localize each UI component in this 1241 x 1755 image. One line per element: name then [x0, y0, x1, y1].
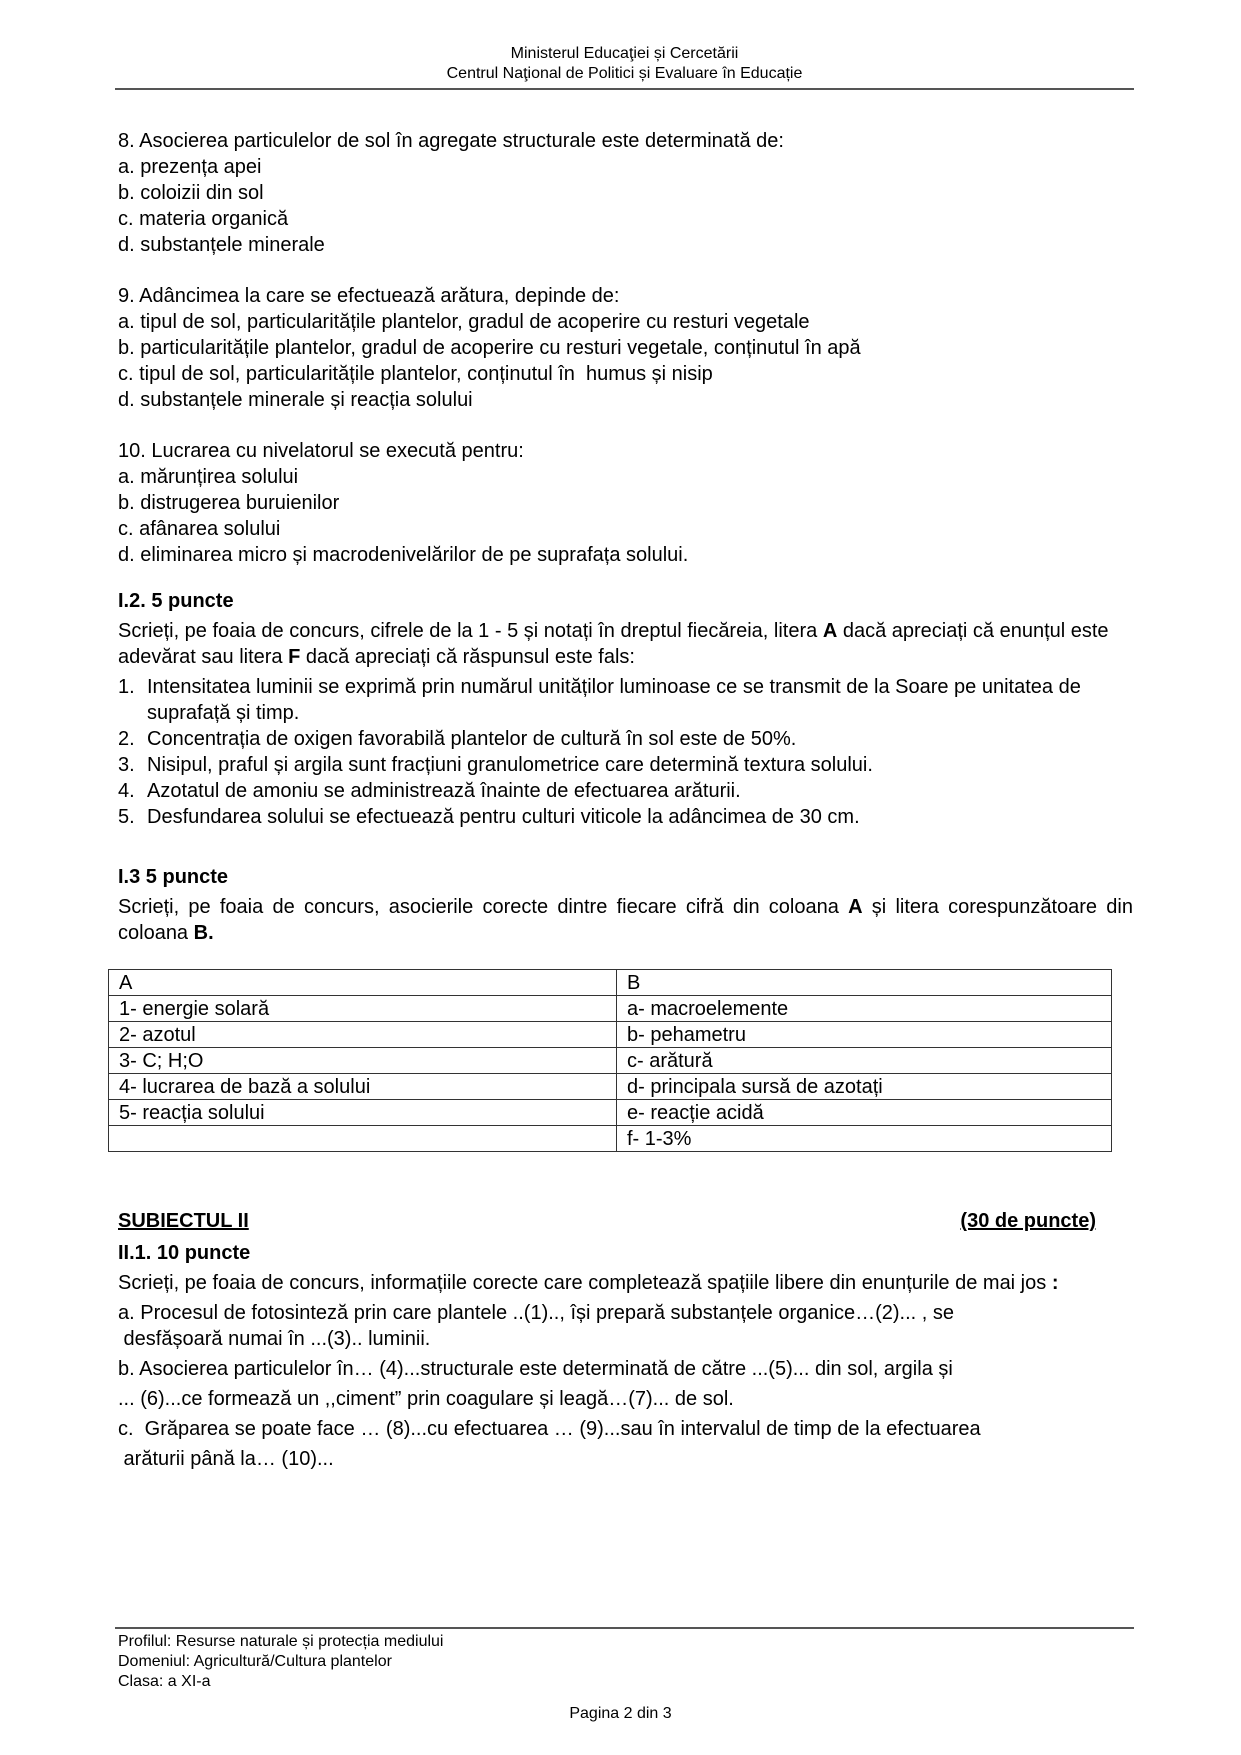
section-ii1-title: II.1. 10 puncte — [118, 1242, 251, 1264]
association-table — [108, 969, 1112, 1152]
question-stem: 10. Lucrarea cu nivelatorul se execută pentru: — [118, 440, 524, 462]
cell-a: 5- reacția solului — [109, 1100, 617, 1126]
question-9 — [118, 283, 1133, 413]
cell-b: e- reacție acidă — [617, 1100, 1112, 1126]
header-center: Centrul Naţional de Politici și Evaluare în Educație — [446, 65, 803, 82]
cell-a: 4- lucrarea de bază a solului — [109, 1074, 617, 1100]
option-a: a. prezența apei — [118, 156, 262, 178]
header-divider — [115, 88, 1134, 90]
section-i2-instructions: Scrieți, pe foaia de concurs, cifrele de la 1 - 5 și notați în dreptul fiecăreia, litera A dacă apreciați că enunțul este adevărat sau litera F dacă apreciați că răspunsul este fals: — [118, 620, 1109, 668]
fill-item-b: b. Asocierea particulelor în… (4)...structurale este determinată de către ...(5)... din sol, argila și ... (6)...ce formează un ,,ciment” prin coagulare și leagă…(7)... de sol. — [118, 1358, 953, 1410]
list-item: 3. Nisipul, praful și argila sunt fracțiuni granulometrice care determină textura solului. — [118, 754, 873, 776]
list-item: 5. Desfundarea solului se efectuează pentru culturi viticole la adâncimea de 30 cm. — [118, 806, 860, 828]
option-c: c. materia organică — [118, 208, 289, 230]
fill-item-c: c. Grăparea se poate face … (8)...cu efectuarea … (9)...sau în intervalul de timp de la efectuarea arăturii până la… (10)... — [118, 1418, 981, 1470]
page-number: Pagina 2 din 3 — [569, 1705, 672, 1722]
option-b: b. distrugerea buruienilor — [118, 492, 340, 514]
option-d: d. substanțele minerale și reacția solului — [118, 389, 473, 411]
list-item: 4. Azotatul de amoniu se administrează înainte de efectuarea arăturii. — [118, 780, 741, 802]
column-a-header: A — [109, 970, 617, 996]
subject-ii-title: SUBIECTUL II — [118, 1210, 249, 1232]
question-10 — [118, 438, 1133, 568]
option-c: c. tipul de sol, particularitățile plantelor, conținutul în humus și nisip — [118, 363, 713, 385]
option-c: c. afânarea solului — [118, 518, 281, 540]
list-item: 2. Concentrația de oxigen favorabilă plantelor de cultură în sol este de 50%. — [118, 728, 797, 750]
page-header — [115, 44, 1134, 84]
section-i3-title: I.3 5 puncte — [118, 866, 229, 888]
table-row — [109, 1022, 1112, 1048]
true-false-list — [118, 674, 1133, 830]
cell-b: c- arătură — [617, 1048, 1112, 1074]
option-d: d. eliminarea micro și macrodenivelărilor de pe suprafața solului. — [118, 544, 689, 566]
question-stem: 9. Adâncimea la care se efectuează arătura, depinde de: — [118, 285, 620, 307]
fill-item-a: a. Procesul de fotosinteză prin care plantele ..(1).., își prepară substanțele organice…(2)... , se desfășoară numai în ...(3).. luminii. — [118, 1302, 954, 1350]
cell-b: a- macroelemente — [617, 996, 1112, 1022]
table-row — [109, 1074, 1112, 1100]
cell-a: 1- energie solară — [109, 996, 617, 1022]
section-i3-instructions: Scrieți, pe foaia de concurs, asocierile corecte dintre fiecare cifră din coloana A și litera corespunzătoare din coloana B. — [118, 896, 1133, 944]
cell-a — [109, 1126, 617, 1152]
question-8 — [118, 128, 1133, 258]
cell-b: d- principala sursă de azotați — [617, 1074, 1112, 1100]
footer-profile: Profilul: Resurse naturale și protecția mediului — [118, 1633, 444, 1650]
option-b: b. coloizii din sol — [118, 182, 264, 204]
header-ministry: Ministerul Educaţiei și Cercetării — [510, 45, 739, 62]
fill-in-list — [118, 1300, 1133, 1472]
option-a: a. mărunțirea solului — [118, 466, 299, 488]
table-row — [109, 1126, 1112, 1152]
section-i2-title: I.2. 5 puncte — [118, 590, 234, 612]
footer-divider — [115, 1627, 1134, 1629]
table-header-row — [109, 970, 1112, 996]
subject-ii-points: (30 de puncte) — [960, 1210, 1096, 1232]
cell-a: 3- C; H;O — [109, 1048, 617, 1074]
cell-b: f- 1-3% — [617, 1126, 1112, 1152]
footer-domain: Domeniul: Agricultură/Cultura plantelor — [118, 1653, 392, 1670]
column-b-header: B — [617, 970, 1112, 996]
page-footer — [118, 1632, 443, 1692]
cell-b: b- pehametru — [617, 1022, 1112, 1048]
table-row — [109, 1048, 1112, 1074]
page-content — [118, 128, 1133, 1472]
option-b: b. particularitățile plantelor, gradul de acoperire cu resturi vegetale, conținutul în apă — [118, 337, 861, 359]
subject-ii-heading — [118, 1208, 1096, 1234]
table-row — [109, 996, 1112, 1022]
section-ii1-instructions: Scrieți, pe foaia de concurs, informațiile corecte care completează spațiile libere din enunțurile de mai jos : — [118, 1272, 1059, 1294]
cell-a: 2- azotul — [109, 1022, 617, 1048]
table-row — [109, 1100, 1112, 1126]
option-a: a. tipul de sol, particularitățile plantelor, gradul de acoperire cu resturi vegetale — [118, 311, 810, 333]
option-d: d. substanțele minerale — [118, 234, 325, 256]
question-stem: 8. Asocierea particulelor de sol în agregate structurale este determinată de: — [118, 130, 784, 152]
footer-class: Clasa: a XI-a — [118, 1673, 211, 1690]
list-item: 1. Intensitatea luminii se exprimă prin numărul unităților luminoase ce se transmit de la Soare pe unitatea de suprafață și timp. — [118, 676, 1081, 724]
